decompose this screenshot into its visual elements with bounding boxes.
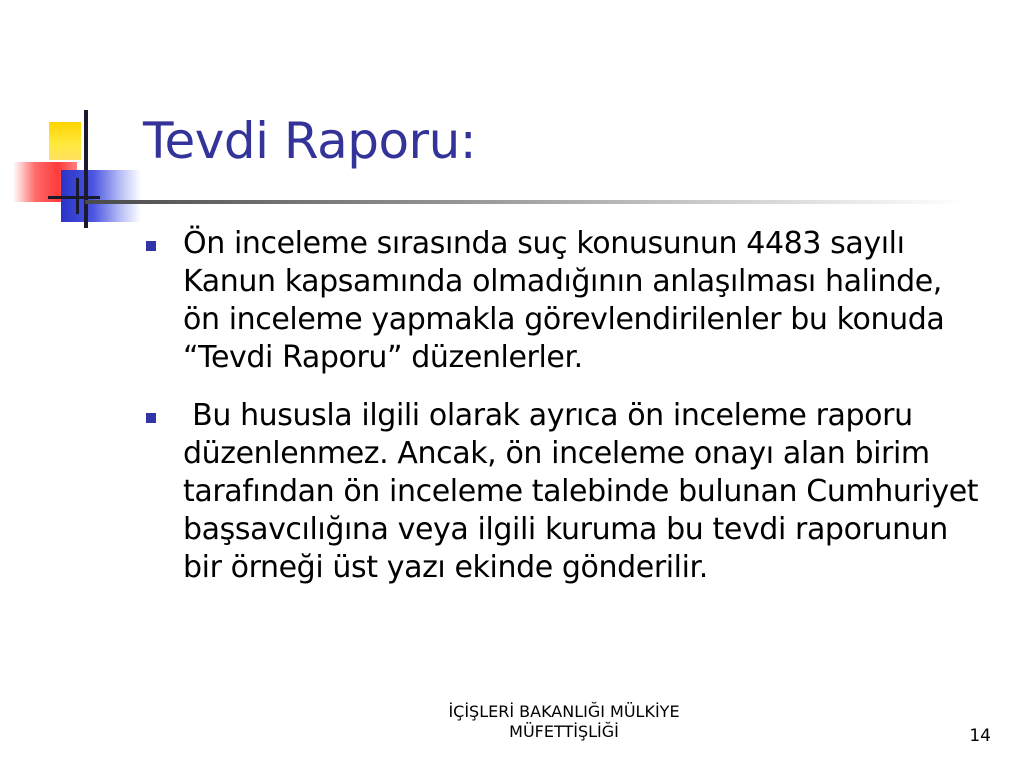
footer-line-2: MÜFETTİŞLİĞİ — [509, 722, 619, 741]
bullet-list — [140, 225, 988, 607]
bullet-square-icon — [146, 413, 156, 423]
footer-line-1: İÇİŞLERİ BAKANLIĞI MÜLKİYE — [448, 702, 680, 721]
bullet-square-icon — [146, 241, 156, 251]
page-number: 14 — [969, 726, 991, 746]
bullet-text: Bu hususla ilgili olarak ayrıca ön inceleme raporu düzenlenmez. Ancak, ön inceleme onayı alan birim tarafından ön inceleme talebinde bulunan Cumhuriyet başsavcılığına veya ilgili kuruma bu tevdi raporunun bir örneği üst yazı ekinde gönderilir. — [183, 398, 988, 585]
logo-vertical-line — [84, 110, 88, 228]
logo-yellow-square — [49, 122, 81, 160]
bullet-item — [140, 397, 988, 587]
slide-footer — [364, 702, 764, 742]
logo-horizontal-line — [48, 196, 100, 199]
bullet-text: Ön inceleme sırasında suç konusunun 4483 sayılı Kanun kapsamında olmadığının anlaşılması halinde, ön inceleme yapmakla görevlendirilenler bu konuda “Tevdi Raporu” düzenlerler. — [183, 226, 945, 375]
decorative-logo — [0, 100, 150, 240]
slide-title: Tevdi Raporu: — [143, 112, 477, 170]
title-underline — [85, 200, 965, 204]
bullet-item — [140, 225, 980, 377]
